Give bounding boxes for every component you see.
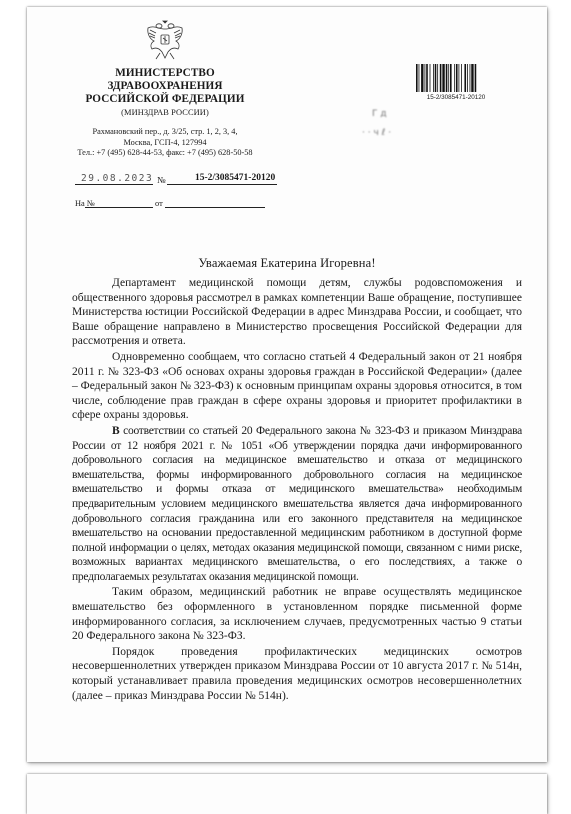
barcode-bar (440, 64, 442, 92)
document-number: 15-2/3085471-20120 (195, 173, 276, 183)
barcode-bar (437, 64, 438, 92)
recipient-line-2: · · ч ℓ · (362, 128, 392, 138)
recipient-line-1: Г д (372, 109, 387, 119)
reference-line (75, 199, 305, 211)
reference-date-label: от (155, 199, 163, 208)
ministry-line-3: РОССИЙСКОЙ ФЕДЕРАЦИИ (85, 93, 245, 106)
paragraph-3-lead: В (112, 424, 120, 437)
barcode-bar (433, 64, 434, 92)
address-line-3: Тел.: +7 (495) 628-44-53, факс: +7 (495) 628-50-58 (77, 148, 253, 158)
number-label: № (157, 175, 166, 185)
reference-number-label: На № (75, 199, 95, 208)
barcode-number: 15-2/3085471-20120 (426, 94, 486, 101)
barcode-bar (425, 64, 426, 92)
address-line-1: Рахмановский пер., д. 3/25, стр. 1, 2, 3, 4, (92, 127, 238, 136)
barcode-bar (430, 64, 431, 92)
barcode-bar (442, 64, 444, 92)
letter-date: 29.08.2023 (81, 173, 154, 184)
recipient-address-blurred (332, 106, 472, 151)
barcode-bar (461, 64, 462, 92)
ministry-line-2: ЗДРАВООХРАНЕНИЯ (107, 80, 223, 93)
barcode-bar (464, 64, 466, 92)
barcode-bar (416, 64, 418, 92)
paragraph-5: Порядок проведения профилактических медицинских осмотров несовершеннолетних утвержден приказом Минздрава России от 10 августа 2017 г. № 514н, который устанавливает правила проведения медицинских осмотров несовершеннолетних (далее – приказ Минздрава России № 514н). (72, 645, 522, 702)
barcode-bar (456, 64, 458, 92)
paragraph-2: Одновременно сообщаем, что согласно статьей 4 Федеральный закон от 21 ноября 2011 г. № 323-ФЗ «Об основах охраны здоровья граждан в Российской Федерации» (далее – Федеральный закон № 323-ФЗ) к основным принципам охраны здоровья относится, в том числе, соблюдение прав граждан в сфере охраны здоровья и приоритет профилактики в сфере охраны здоровья. (72, 350, 522, 422)
barcode-bar (470, 64, 471, 92)
barcode-bar (419, 64, 420, 92)
barcode-bar (467, 64, 468, 92)
ministry-line-1: МИНИСТЕРСТВО (115, 67, 215, 79)
number-underline (167, 184, 277, 185)
barcode-bar (446, 64, 448, 92)
reference-date-underline (165, 207, 265, 208)
salutation: Уважаемая Екатерина Игоревна! (198, 256, 376, 270)
barcode (415, 63, 497, 93)
ministry-short-name: (МИНЗДРАВ РОССИИ) (121, 107, 209, 117)
paragraph-4: Таким образом, медицинский работник не вправе осуществлять медицинское вмешательство без оформленного в установленном порядке письменной форме информированного согласия, за исключением случаев, предусмотренных частью 9 статьи 20 Федерального закона № 323-ФЗ. (72, 586, 522, 643)
barcode-bar (475, 64, 477, 92)
letter-body (72, 276, 522, 703)
ministry-name (65, 67, 265, 118)
date-underline (75, 184, 153, 185)
barcode-bar (426, 64, 428, 92)
barcode-bar (454, 64, 455, 92)
barcode-bar (448, 64, 449, 92)
ministry-address (65, 127, 265, 159)
letter-page-1 (27, 7, 547, 762)
date-and-number-block (75, 173, 275, 187)
barcode-bar (471, 64, 473, 92)
paragraph-3-text: соответствии со статьей 20 Федерального закона № 323-ФЗ и приказом Минздрава России от 12 ноября 2021 г. № 1051 «Об утверждении порядка дачи информированного добровольного согласия на медицинское вмешательство и отказа от медицинского вмешательства, формы информированного добровольного согласия на медицинское вмешательство и формы отказа от медицинского вмешательства» необходимым предварительным условием медицинского вмешательства является дача информированного добровольного согласия гражданина или его законного представителя на медицинское вмешательство на основании предоставленной медицинским работником в доступной форме полной информации о целях, методах оказания медицинской помощи, связанном с ними риске, возможных вариантах медицинского вмешательства, о его последствиях, а также о предполагаемых результатах оказания медицинской помощи. (72, 424, 522, 583)
address-line-2: Москва, ГСП-4, 127994 (123, 137, 207, 147)
barcode-bar (459, 64, 460, 92)
paragraph-1: Департамент медицинской помощи детям, службы родовспоможения и общественного здоровья рассмотрел в рамках компетенции Ваше обращение, поступившее Министерства юстиции Российской Федерации в адрес Минздрава России, и сообщает, что Ваше обращение направлено в Министерство просвещения Российской Федерации для рассмотрения и ответа. (72, 277, 522, 348)
russian-coat-of-arms-icon (144, 19, 186, 63)
barcode-bar (421, 64, 423, 92)
barcode-bar (435, 64, 437, 92)
barcode-bar (450, 64, 452, 92)
letter-page-2-edge (27, 774, 547, 814)
paragraph-3 (72, 424, 522, 585)
reference-number-underline (85, 207, 153, 208)
